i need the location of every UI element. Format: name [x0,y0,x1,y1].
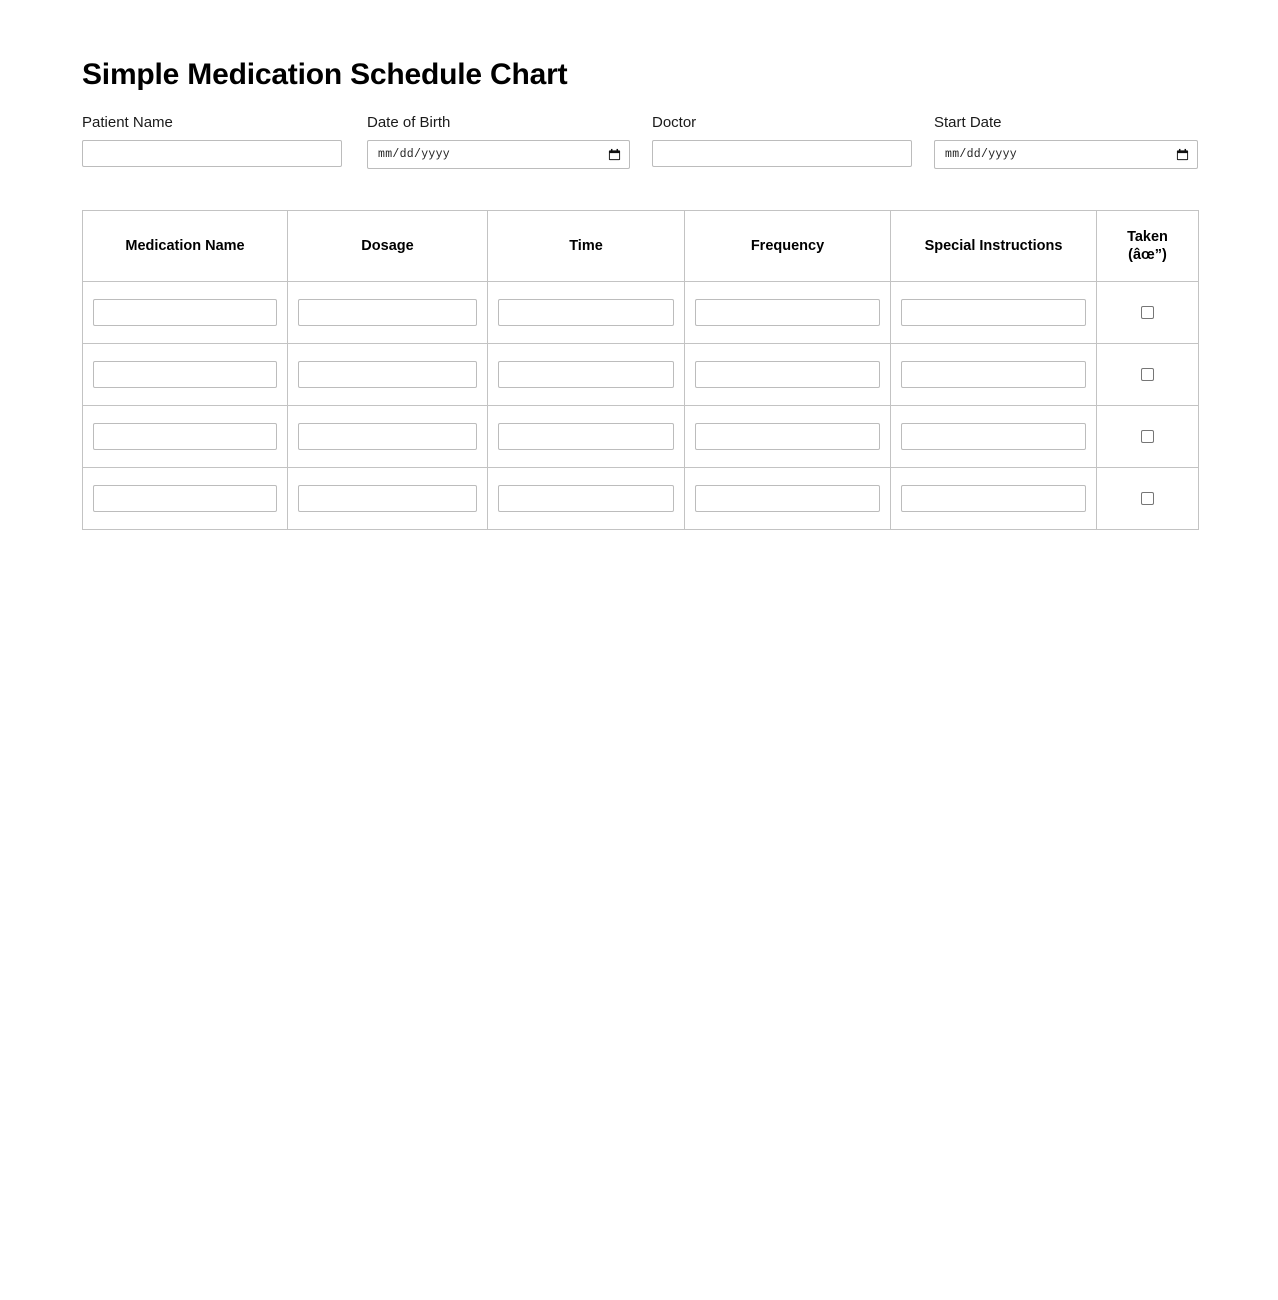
table-row [83,468,1199,530]
column-header-frequency: Frequency [685,211,891,282]
column-header-dosage: Dosage [288,211,488,282]
cell-taken [1097,282,1199,344]
dosage-input[interactable] [298,299,477,326]
patient-name-label: Patient Name [82,114,173,131]
frequency-input[interactable] [695,361,880,388]
cell-medication-name [83,406,288,468]
field-start-date [934,114,1198,169]
time-input[interactable] [498,485,674,512]
cell-time [488,406,685,468]
cell-special-instructions [891,344,1097,406]
frequency-input[interactable] [695,299,880,326]
cell-special-instructions [891,282,1097,344]
medication-schedule-page [0,0,1278,530]
medication-schedule-table [82,210,1199,530]
taken-header-line2: (âœ”) [1128,247,1167,263]
cell-taken [1097,344,1199,406]
cell-frequency [685,468,891,530]
cell-time [488,468,685,530]
table-body [83,282,1199,530]
taken-checkbox[interactable] [1141,430,1154,443]
cell-taken [1097,406,1199,468]
cell-dosage [288,406,488,468]
table-row [83,406,1199,468]
calendar-icon[interactable] [1176,148,1189,161]
table-row [83,344,1199,406]
cell-frequency [685,344,891,406]
medication-name-input[interactable] [93,361,277,388]
doctor-label: Doctor [652,114,697,131]
field-doctor [652,114,912,167]
column-header-time: Time [488,211,685,282]
cell-frequency [685,282,891,344]
page-title: Simple Medication Schedule Chart [82,58,568,91]
field-patient-name [82,114,342,167]
cell-taken [1097,468,1199,530]
cell-dosage [288,468,488,530]
doctor-input[interactable] [652,140,912,167]
column-header-special-instructions: Special Instructions [891,211,1097,282]
taken-checkbox[interactable] [1141,368,1154,381]
dosage-input[interactable] [298,361,477,388]
medication-name-input[interactable] [93,423,277,450]
special-instructions-input[interactable] [901,423,1086,450]
taken-checkbox[interactable] [1141,492,1154,505]
time-input[interactable] [498,423,674,450]
cell-special-instructions [891,406,1097,468]
patient-info-row [0,91,1198,169]
cell-medication-name [83,344,288,406]
cell-special-instructions [891,468,1097,530]
field-date-of-birth [367,114,630,169]
start-date-placeholder: mm/dd/yyyy [945,148,1018,161]
medication-name-input[interactable] [93,485,277,512]
taken-header-line1: Taken [1127,228,1168,245]
medication-name-input[interactable] [93,299,277,326]
cell-dosage [288,282,488,344]
start-date-input[interactable] [934,140,1198,169]
time-input[interactable] [498,361,674,388]
frequency-input[interactable] [695,423,880,450]
dosage-input[interactable] [298,485,477,512]
special-instructions-input[interactable] [901,361,1086,388]
patient-name-input[interactable] [82,140,342,167]
time-input[interactable] [498,299,674,326]
taken-checkbox[interactable] [1141,306,1154,319]
table-header [83,211,1199,282]
column-header-medication-name: Medication Name [83,211,288,282]
date-of-birth-input[interactable] [367,140,630,169]
column-header-taken [1097,211,1199,282]
special-instructions-input[interactable] [901,485,1086,512]
cell-dosage [288,344,488,406]
dosage-input[interactable] [298,423,477,450]
cell-medication-name [83,282,288,344]
cell-time [488,344,685,406]
calendar-icon[interactable] [608,148,621,161]
cell-time [488,282,685,344]
date-of-birth-placeholder: mm/dd/yyyy [378,148,451,161]
cell-medication-name [83,468,288,530]
table-header-row [83,211,1199,282]
cell-frequency [685,406,891,468]
frequency-input[interactable] [695,485,880,512]
date-of-birth-label: Date of Birth [367,114,451,131]
special-instructions-input[interactable] [901,299,1086,326]
table-row [83,282,1199,344]
start-date-label: Start Date [934,114,1002,131]
